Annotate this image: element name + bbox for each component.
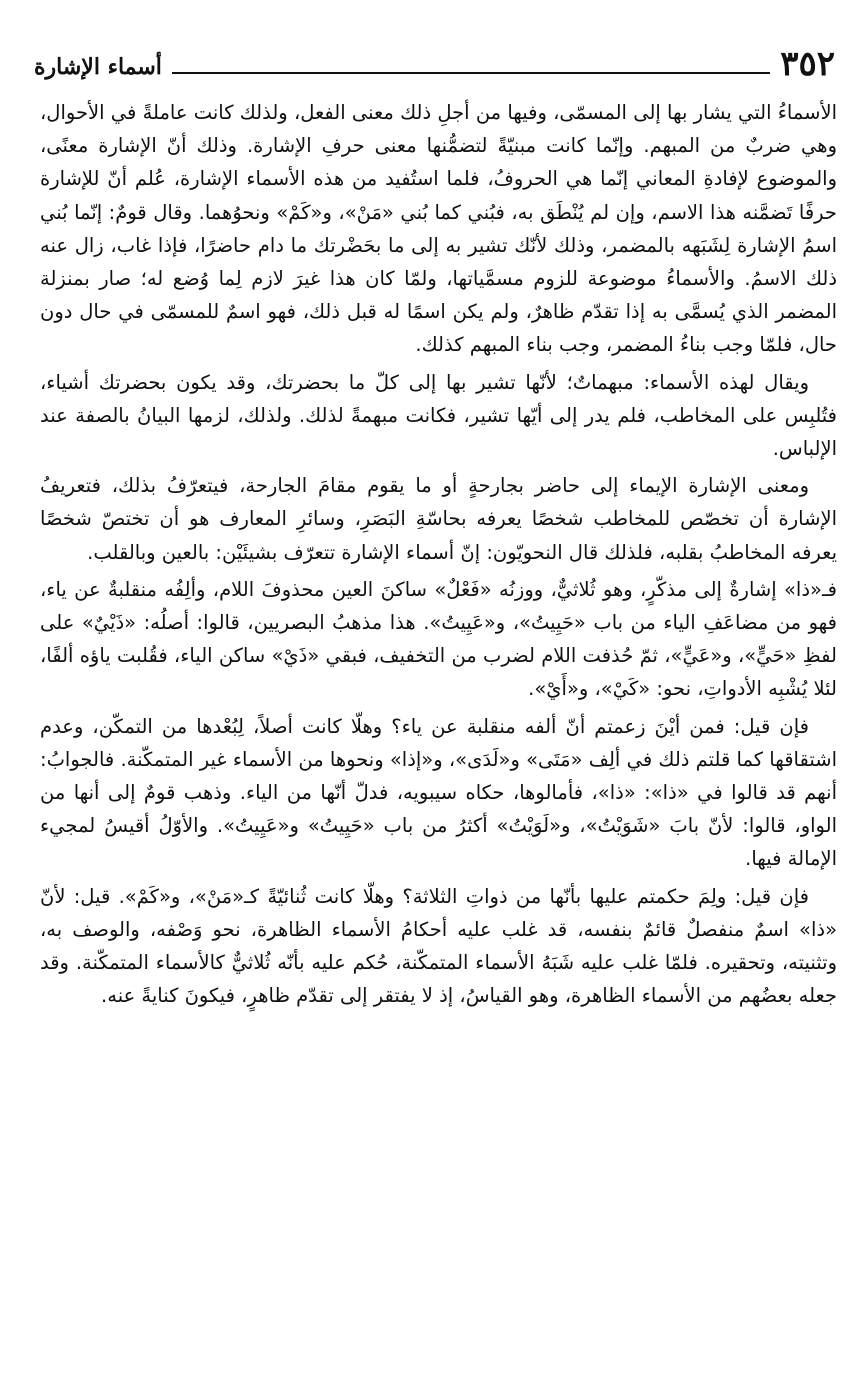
paragraph-1: الأسماءُ التي يشار بها إلى المسمّى، وفيها من أجلِ ذلك معنى الفعل، ولذلك كانت عاملةً في الأحوال، وهي ضربٌ من المبهم. وإنّما كانت مبنيّةً لتضمُّنها معنى حرفِ الإشارة. وذلك أنّ الإشارة معنًى، والموضوع لإفادةِ المعاني إنّما هي الحروفُ، فلما استُفيد من هذه الأسماء الإشارة، عُلم أنّ للإشارة حرفًا تَضمَّنه هذا الاسم، وإن لم يُنْطَق به، فبُني كما بُني «مَنْ»، و«كَمْ» ونحوُهما. وقال قومٌ: إنّما بُني اسمُ الإشارة لِشَبَهه بالمضمر، وذلك لأنّك تشير به إلى ما بحَضْرتك ما دام حاضرًا، فإذا غاب، زال عنه ذلك الاسمُ. والأسماءُ موضوعة للزوم مسمَّياتها، ولمّا كان هذا غيرَ لازم لِما وُضع له؛ صار بمنزلة المضمر الذي يُسمَّى به إذا تقدّم ظاهرٌ، ولم يكن اسمًا له قبل ذلك، فهو اسمٌ للمسمّى في حال دون حال، فلمّا وجب بناءُ المضمر، وجب بناء المبهم كذلك.: [40, 101, 837, 357]
page-body: [40, 96, 837, 1012]
paragraph-6: فإن قيل: ولِمَ حكمتم عليها بأنّها من ذواتِ الثلاثة؟ وهلّا كانت ثُنائيّةً كـ«مَنْ»، و«كَمْ». قيل: لأنّ «ذا» اسمٌ منفصلٌ قائمٌ بنفسه، قد غلب عليه أحكامُ الأسماء الظاهرة، نحو وَصْفه، والوصف به، وتثنيته، وتحقيره. فلمّا غلب عليه شَبَهُ الأسماء المتمكّنة، حُكم عليه بأنّه ثُلاثيٌّ كالأسماء المتمكّنة. وقد جعله بعضُهم من الأسماء الظاهرة، وهو القياسُ، إذ لا يفتقر إلى تقدّم ظاهرٍ، فيكونَ كنايةً عنه.: [40, 884, 837, 1008]
page-number: ٣٥٢: [780, 44, 835, 84]
paragraph-2: ويقال لهذه الأسماء: مبهماتٌ؛ لأنّها تشير بها إلى كلّ ما بحضرتك، وقد يكون بحضرتك أشياء، فتُلبِس على المخاطب، فلم يدر إلى أيّها تشير، فكانت مبهمةً لذلك. ولذلك، لزمها البيانُ بالصفة عند الإلباس.: [40, 370, 837, 461]
page-header: [34, 40, 835, 84]
running-title: أسماء الإشارة: [34, 54, 162, 80]
paragraph-3: ومعنى الإشارة الإيماء إلى حاضر بجارحةٍ أو ما يقوم مقامَ الجارحة، فيتعرّفُ بذلك، فتعريفُ الإشارة أن تخصّص للمخاطب شخصًا يعرفه بحاسّةِ البَصَرِ، وسائرِ المعارف هو أن تختصّ شخصًا يعرفه المخاطبُ بقلبه، فلذلك قال النحويّون: إنّ أسماء الإشارة تتعرّف بشيئَيْن: بالعين وبالقلب.: [40, 474, 837, 564]
paragraph-5: فإن قيل: فمن أيْنَ زعمتم أنّ ألفه منقلبة عن ياء؟ وهلّا كانت أصلاً، لِبُعْدها من التمكّن، وعدم اشتقاقها كما قلتم ذلك في ألِف «مَتَى» و«لَدَى»، و«إذا» ونحوها من الأسماء غير المتمكّنة. فالجوابُ: أنهم قد قالوا في «ذا»: «ذا»، فأمالوها، حكاه سيبويه، فدلّ أنّها من الياء. وذهب قومٌ إلى أنها من الواو، قالوا: لأنّ بابَ «شَوَيْتُ»، و«لَوَيْتُ» أكثرُ من باب «حَيِيتُ» و«عَيِيتُ». والأوّلُ أقيسُ لمجيء الإمالة فيها.: [40, 714, 837, 871]
paragraph-4: فـ«ذا» إشارةٌ إلى مذكّرٍ، وهو ثُلاثيٌّ، ووزنُه «فَعْلٌ» ساكنَ العين محذوفَ اللام، وألِفُه منقلبةٌ عن ياء، فهو من مضاعَفِ الياء من باب «حَيِيتُ»، و«عَيِيتُ». هذا مذهبُ البصريين، قالوا: أصلُه: «ذَيْيٌ» على لفظِ «حَيٍّ»، و«عَيٍّ»، ثمّ حُذفت اللام لضرب من التخفيف، فبقي «ذَيْ» ساكن الياء، فقُلبت ياؤه ألفًا، لئلا يُشْبِه الأدواتِ، نحو: «كَيْ»، و«أَيْ».: [40, 577, 837, 701]
header-rule: [172, 72, 770, 74]
